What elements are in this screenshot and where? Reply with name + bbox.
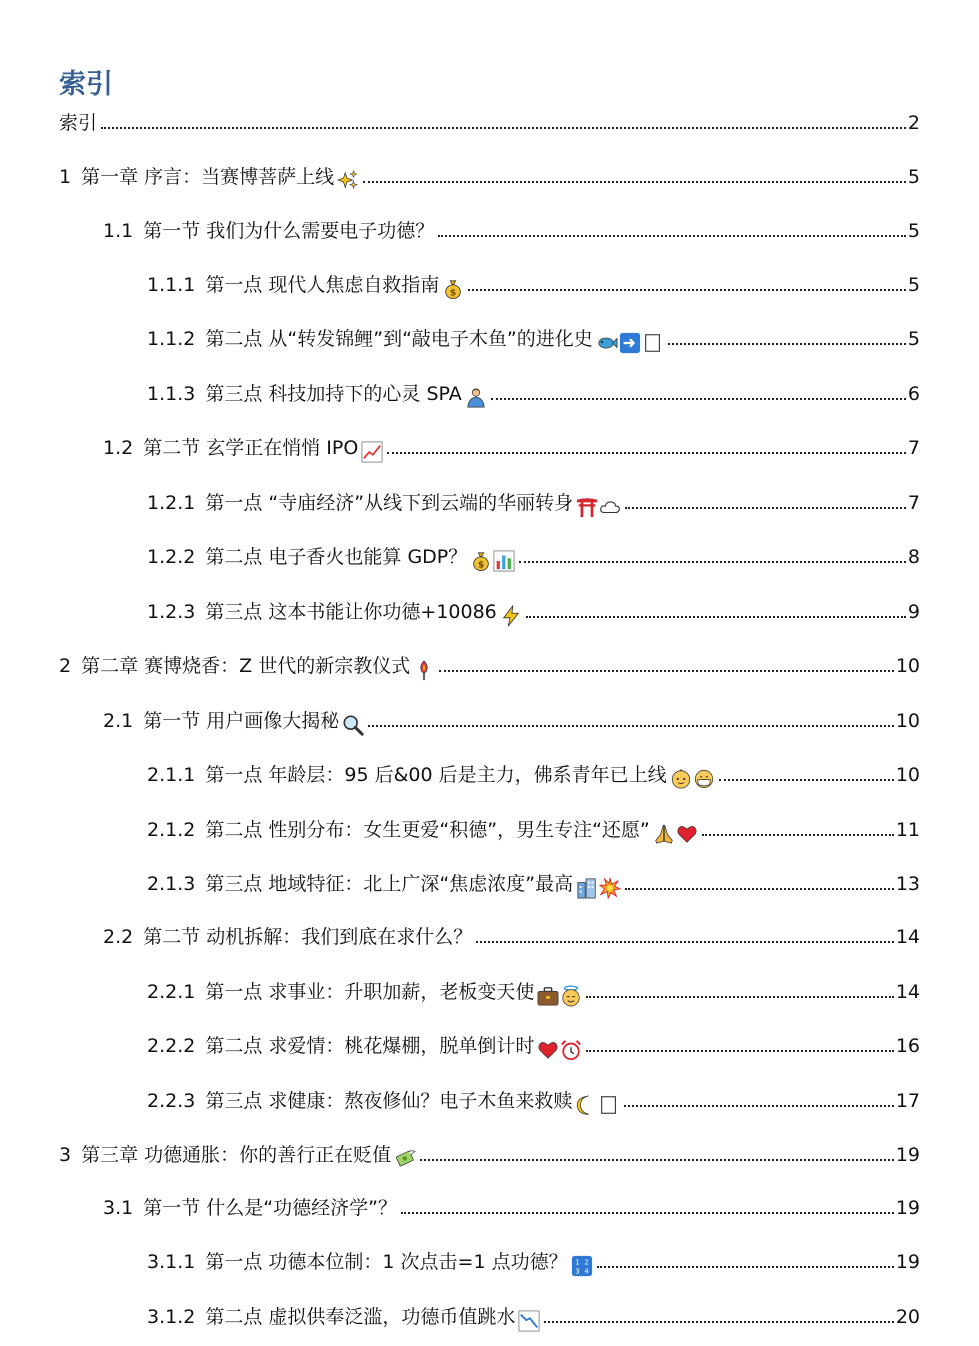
dot-leader <box>519 561 906 563</box>
toc-entry[interactable] <box>147 815 920 845</box>
toc-entry[interactable] <box>147 1031 920 1061</box>
toc-entry-page: 7 <box>907 437 920 459</box>
toc-entry-title: 第二节 玄学正在悄悄 IPO <box>143 437 359 459</box>
toc-entry-page: 5 <box>907 274 920 296</box>
toc-entry-number: 2.2.3 <box>147 1090 196 1112</box>
toc-entry[interactable] <box>59 108 920 138</box>
toc-entry[interactable] <box>103 922 920 952</box>
crescent-moon-icon <box>575 1094 597 1116</box>
dot-leader <box>491 398 906 400</box>
toc-entry-title: 第二点 从“转发锦鲤”到“敲电子木鱼”的进化史 <box>205 328 593 350</box>
toc-entry[interactable] <box>147 1302 920 1332</box>
toc-entry[interactable] <box>103 1193 920 1223</box>
toc-entry-page: 6 <box>907 383 920 405</box>
dot-leader <box>544 1321 893 1323</box>
cloud-icon <box>599 496 621 518</box>
angel-face-icon <box>560 985 582 1007</box>
toc-entry-icons <box>360 441 383 463</box>
dot-leader <box>625 888 894 890</box>
bar-chart-icon <box>493 550 515 572</box>
toc-entry-icons <box>341 714 364 736</box>
toc-entry-number: 1.2 <box>103 437 134 459</box>
toc-entry[interactable] <box>147 542 920 572</box>
right-arrow-icon <box>619 332 641 354</box>
toc-entry-number: 2.1 <box>103 710 134 732</box>
chart-decreasing-icon <box>518 1310 540 1332</box>
toc-entry-title: 第三章 功德通胀：你的善行正在贬值 <box>81 1144 392 1166</box>
dot-leader <box>438 235 906 237</box>
dot-leader <box>719 779 894 781</box>
toc-entry-page: 8 <box>907 546 920 568</box>
toc-entry-icons <box>441 278 464 300</box>
toc-entry-icons <box>536 985 582 1007</box>
toc-entry-page: 16 <box>895 1035 920 1057</box>
dot-leader <box>526 616 906 618</box>
toc-entry-number: 1.1.3 <box>147 383 196 405</box>
toc-entry-page: 5 <box>907 328 920 350</box>
toc-entry-page: 19 <box>895 1251 920 1273</box>
toc-entry-page: 7 <box>907 492 920 514</box>
fish-icon <box>596 332 618 354</box>
heart-icon <box>676 823 698 845</box>
missing-glyph-icon <box>598 1094 620 1116</box>
toc-entry-page: 2 <box>907 112 920 134</box>
dot-leader <box>586 1050 893 1052</box>
toc-entry-page: 10 <box>895 710 920 732</box>
toc-entry[interactable] <box>147 760 920 790</box>
toc-entry-page: 17 <box>895 1090 920 1112</box>
toc-entry-number: 2.1.1 <box>147 764 196 786</box>
toc-entry[interactable] <box>147 379 920 409</box>
toc-entry-number: 1.1.2 <box>147 328 196 350</box>
dot-leader <box>668 343 906 345</box>
toc-entry-title: 第三点 求健康：熬夜修仙？电子木鱼来救赎 <box>205 1090 573 1112</box>
toc-entry-page: 13 <box>895 873 920 895</box>
toc-entry-title: 索引 <box>59 112 98 134</box>
toc-entry[interactable] <box>59 162 920 192</box>
svg-text:2: 2 <box>583 1258 589 1267</box>
dot-leader <box>468 289 906 291</box>
toc-entry-number: 2.2.1 <box>147 981 196 1003</box>
toc-entry-icons <box>412 659 435 681</box>
toc-entry-title: 第一章 序言：当赛博菩萨上线 <box>81 166 335 188</box>
toc-entry-number: 1.2.3 <box>147 601 196 623</box>
toc-entry-page: 19 <box>895 1144 920 1166</box>
dot-leader <box>439 670 894 672</box>
toc-entry-title: 第三点 科技加持下的心灵 SPA <box>205 383 462 405</box>
svg-text:1: 1 <box>574 1258 580 1267</box>
toc-entry-title: 第一点 现代人焦虑自救指南 <box>205 274 440 296</box>
toc-entry-page: 10 <box>895 655 920 677</box>
toc-entry-number: 3 <box>59 1144 72 1166</box>
toc-entry-title: 第一节 用户画像大揭秘 <box>143 710 340 732</box>
toc-entry-title: 第一点 “寺庙经济”从线下到云端的华丽转身 <box>205 492 574 514</box>
dot-leader <box>586 996 893 998</box>
number-keypad-icon <box>571 1255 593 1277</box>
toc-entry-title: 第二点 电子香火也能算 GDP？ <box>205 546 468 568</box>
toc-entry-page: 11 <box>895 819 920 841</box>
toc-entry-icons <box>652 823 698 845</box>
svg-text:3: 3 <box>574 1267 580 1276</box>
chart-increasing-icon <box>361 441 383 463</box>
dot-leader <box>368 725 894 727</box>
toc-entry[interactable] <box>103 216 920 246</box>
toc-entry-icons <box>393 1148 416 1170</box>
toc-entry-page: 14 <box>895 981 920 1003</box>
dot-leader <box>387 452 906 454</box>
toc-entry[interactable] <box>147 270 920 300</box>
heart-icon <box>537 1039 559 1061</box>
toc-entry-icons <box>570 1255 593 1277</box>
toc-entry-title: 第二点 求爱情：桃花爆棚，脱单倒计时 <box>205 1035 535 1057</box>
dot-leader <box>702 834 894 836</box>
toc-entry-page: 9 <box>907 601 920 623</box>
money-bag-icon <box>470 550 492 572</box>
toc-heading: 索引 <box>59 69 113 100</box>
toc-entry-number: 1.1.1 <box>147 274 196 296</box>
toc-entry-number: 2 <box>59 655 72 677</box>
shrine-gate-icon <box>576 496 598 518</box>
dot-leader <box>476 941 894 943</box>
toc-entry-icons <box>536 1039 582 1061</box>
toc-entry-page: 20 <box>895 1306 920 1328</box>
toc-entry-title: 第二节 动机拆解：我们到底在求什么？ <box>143 926 473 948</box>
toc-entry-title: 第一点 求事业：升职加薪，老板变天使 <box>205 981 535 1003</box>
toc-entry[interactable] <box>147 1247 920 1277</box>
baby-face-icon <box>670 768 692 790</box>
toc-entry[interactable] <box>103 433 920 463</box>
masked-face-icon <box>693 768 715 790</box>
toc-entry-icons <box>575 496 621 518</box>
svg-text:$: $ <box>478 559 485 571</box>
toc-entry-title: 第一节 我们为什么需要电子功德？ <box>143 220 435 242</box>
incense-icon <box>413 659 435 681</box>
sparkles-icon <box>337 170 359 192</box>
person-lotus-icon <box>465 387 487 409</box>
toc-entry[interactable] <box>147 488 920 518</box>
toc-entry-number: 3.1.1 <box>147 1251 196 1273</box>
toc-entry-title: 第一节 什么是“功德经济学”？ <box>143 1197 397 1219</box>
toc-entry[interactable] <box>147 977 920 1007</box>
toc-entry-icons <box>469 550 515 572</box>
toc-entry-icons <box>574 1094 620 1116</box>
toc-entry-icons <box>669 768 715 790</box>
toc-entry-number: 1.2.2 <box>147 546 196 568</box>
toc-entry-title: 第一点 功德本位制：1 次点击=1 点功德？ <box>205 1251 568 1273</box>
toc-entry[interactable] <box>59 651 920 681</box>
toc-entry[interactable] <box>147 597 920 627</box>
toc-entry-title: 第二章 赛博烧香：Z 世代的新宗教仪式 <box>81 655 411 677</box>
toc-entry-title: 第一点 年龄层：95 后&00 后是主力，佛系青年已上线 <box>205 764 667 786</box>
dot-leader <box>597 1266 894 1268</box>
dot-leader <box>401 1212 894 1214</box>
toc-entry[interactable] <box>103 706 920 736</box>
svg-text:$: $ <box>450 287 457 299</box>
toc-entry-title: 第二点 虚拟供奉泛滥，功德币值跳水 <box>205 1306 516 1328</box>
toc-entry-number: 3.1 <box>103 1197 134 1219</box>
toc-entry-title: 第二点 性别分布：女生更爱“积德”，男生专注“还愿” <box>205 819 650 841</box>
dot-leader <box>624 1105 893 1107</box>
lightning-icon <box>500 605 522 627</box>
toc-entry-icons <box>499 605 522 627</box>
toc-entry-title: 第三点 地域特征：北上广深“焦虑浓度”最高 <box>205 873 574 895</box>
toc-entry-number: 2.1.2 <box>147 819 196 841</box>
toc-entry-page: 19 <box>895 1197 920 1219</box>
toc-entry[interactable] <box>147 869 920 899</box>
toc-entry-icons <box>595 332 664 354</box>
toc-entry-number: 3.1.2 <box>147 1306 196 1328</box>
toc-entry-title: 第三点 这本书能让你功德+10086 <box>205 601 497 623</box>
toc-entry[interactable] <box>147 324 920 354</box>
toc-entry-icons <box>517 1310 540 1332</box>
missing-glyph-icon <box>642 332 664 354</box>
toc-entry-number: 1 <box>59 166 72 188</box>
toc-entry-number: 2.2.2 <box>147 1035 196 1057</box>
toc-entry-number: 1.2.1 <box>147 492 196 514</box>
toc-entry-number: 1.1 <box>103 220 134 242</box>
magnifier-icon <box>342 714 364 736</box>
toc-entry-page: 10 <box>895 764 920 786</box>
money-wings-icon <box>394 1148 416 1170</box>
alarm-clock-icon <box>560 1039 582 1061</box>
toc-entry-icons <box>575 877 621 899</box>
toc-entry[interactable] <box>59 1140 920 1170</box>
toc-entry-page: 5 <box>907 220 920 242</box>
toc-entry-number: 2.2 <box>103 926 134 948</box>
dot-leader <box>625 507 906 509</box>
dot-leader <box>101 127 906 129</box>
explosion-icon <box>599 877 621 899</box>
toc-entry[interactable] <box>147 1086 920 1116</box>
dot-leader <box>420 1159 894 1161</box>
toc-entry-number: 2.1.3 <box>147 873 196 895</box>
money-bag-icon <box>442 278 464 300</box>
dot-leader <box>363 181 906 183</box>
toc-entry-page: 5 <box>907 166 920 188</box>
toc-entry-icons <box>464 387 487 409</box>
briefcase-icon <box>537 985 559 1007</box>
city-building-icon <box>576 877 598 899</box>
toc-entry-icons <box>336 170 359 192</box>
svg-text:4: 4 <box>583 1267 589 1276</box>
toc-entry-page: 14 <box>895 926 920 948</box>
praying-hands-icon <box>653 823 675 845</box>
